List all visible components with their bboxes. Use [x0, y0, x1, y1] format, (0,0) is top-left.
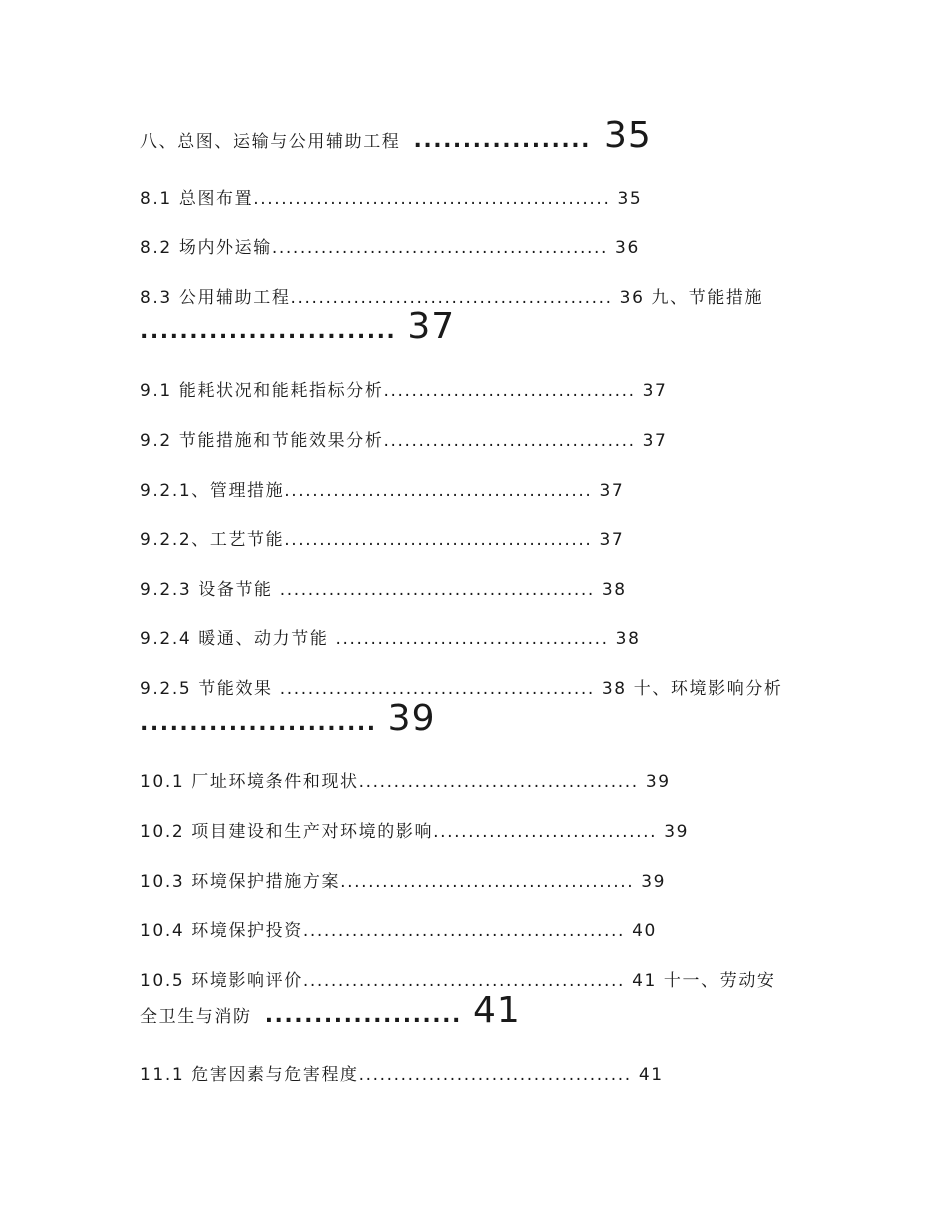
- toc-leader-dots: ..................: [413, 128, 591, 153]
- toc-entry-text: 10.5 环境影响评价: [140, 971, 303, 991]
- toc-page-number: 41: [638, 1065, 664, 1085]
- toc-entry-text: 8.1 总图布置: [140, 189, 254, 209]
- toc-page-number: 39: [645, 772, 671, 792]
- toc-page-number: 38: [601, 580, 627, 600]
- toc-entry-10-4[interactable]: [140, 916, 657, 941]
- toc-page-number: 39: [664, 822, 690, 842]
- toc-entry-10-2[interactable]: [140, 817, 689, 842]
- toc-chapter-title: 九、节能措施: [651, 288, 764, 308]
- toc-leader-dots: ....................: [264, 1003, 462, 1028]
- toc-entry-9-1[interactable]: [140, 376, 667, 401]
- toc-page-number: 38: [615, 629, 641, 649]
- toc-page-number: 35: [617, 189, 643, 209]
- toc-leader-dots: .............................................: [279, 679, 595, 699]
- toc-page-number: 37: [407, 306, 456, 347]
- toc-page-number: 41: [472, 990, 521, 1031]
- toc-entry-9-2-2[interactable]: [140, 525, 624, 550]
- toc-entry-9-2-5[interactable]: [140, 674, 783, 699]
- toc-leader-dots: ..............................................: [302, 971, 626, 991]
- toc-page-number: 37: [642, 431, 668, 451]
- toc-entry-8-3[interactable]: [140, 283, 763, 308]
- toc-leader-dots: ..........................: [140, 319, 397, 344]
- toc-leader-dots: .......................................: [358, 1065, 632, 1085]
- toc-chapter-title: 十一、劳动安: [663, 971, 776, 991]
- toc-chapter-11-leader[interactable]: [140, 990, 521, 1031]
- toc-entry-text: 10.1 厂址环境条件和现状: [140, 772, 359, 792]
- toc-leader-dots: ..............................................: [302, 921, 626, 941]
- toc-leader-dots: ...................................................: [253, 189, 611, 209]
- toc-entry-10-1[interactable]: [140, 767, 671, 792]
- toc-chapter-10-leader[interactable]: [140, 698, 435, 739]
- toc-leader-dots: ........................: [140, 711, 377, 736]
- toc-page-number: 37: [642, 381, 668, 401]
- toc-entry-10-5[interactable]: [140, 966, 776, 991]
- toc-entry-10-3[interactable]: [140, 867, 666, 892]
- toc-entry-text: 9.2.5 节能效果: [140, 679, 273, 699]
- toc-entry-text: 10.3 环境保护措施方案: [140, 872, 341, 892]
- toc-entry-8-1[interactable]: [140, 184, 642, 209]
- toc-entry-text: 9.2.4 暖通、动力节能: [140, 629, 329, 649]
- toc-entry-text: 9.1 能耗状况和能耗指标分析: [140, 381, 384, 401]
- toc-entry-9-2-1[interactable]: [140, 476, 624, 501]
- toc-page-number: 41: [632, 971, 657, 991]
- toc-page-number: 37: [599, 481, 625, 501]
- toc-entry-text: 10.4 环境保护投资: [140, 921, 303, 941]
- toc-leader-dots: ....................................: [383, 381, 636, 401]
- toc-entry-8-2[interactable]: [140, 233, 640, 258]
- toc-entry-text: 10.2 项目建设和生产对环境的影响: [140, 822, 434, 842]
- toc-chapter-title: 八、总图、运输与公用辅助工程: [140, 132, 401, 152]
- toc-entry-9-2[interactable]: [140, 426, 667, 451]
- toc-entry-text: 9.2.1、管理措施: [140, 481, 285, 501]
- toc-entry-9-2-3[interactable]: [140, 575, 627, 600]
- toc-entry-text: 9.2.2、工艺节能: [140, 530, 285, 550]
- toc-chapter-title-continued: 全卫生与消防: [140, 1007, 252, 1027]
- toc-page-number: 37: [599, 530, 625, 550]
- toc-leader-dots: ................................: [433, 822, 658, 842]
- toc-page-number: 39: [641, 872, 667, 892]
- toc-chapter-title: 十、环境影响分析: [633, 679, 783, 699]
- toc-entry-11-1[interactable]: [140, 1060, 664, 1085]
- toc-page-number: 38: [601, 679, 627, 699]
- toc-leader-dots: ..........................................: [340, 872, 635, 892]
- toc-page-number: 40: [632, 921, 657, 941]
- toc-page-number: 35: [604, 115, 652, 156]
- toc-entry-text: 8.2 场内外运输: [140, 238, 272, 258]
- toc-leader-dots: ................................................: [271, 238, 609, 258]
- toc-chapter-9-leader[interactable]: [140, 306, 455, 347]
- toc-leader-dots: ............................................: [284, 530, 593, 550]
- toc-entry-text: 9.2.3 设备节能: [140, 580, 273, 600]
- toc-entry-text: 11.1 危害因素与危害程度: [140, 1065, 359, 1085]
- toc-page-number: 36: [615, 238, 640, 258]
- toc-page-number: 36: [619, 288, 645, 308]
- toc-leader-dots: ............................................: [284, 481, 593, 501]
- toc-leader-dots: .......................................: [335, 629, 609, 649]
- toc-entry-text: 8.3 公用辅助工程: [140, 288, 291, 308]
- toc-leader-dots: ..............................................: [290, 288, 613, 308]
- toc-chapter-8[interactable]: [140, 115, 652, 156]
- toc-entry-9-2-4[interactable]: [140, 624, 641, 649]
- toc-leader-dots: ........................................: [358, 772, 639, 792]
- toc-leader-dots: .............................................: [279, 580, 595, 600]
- toc-leader-dots: ....................................: [383, 431, 636, 451]
- toc-entry-text: 9.2 节能措施和节能效果分析: [140, 431, 384, 451]
- toc-page-number: 39: [387, 698, 436, 739]
